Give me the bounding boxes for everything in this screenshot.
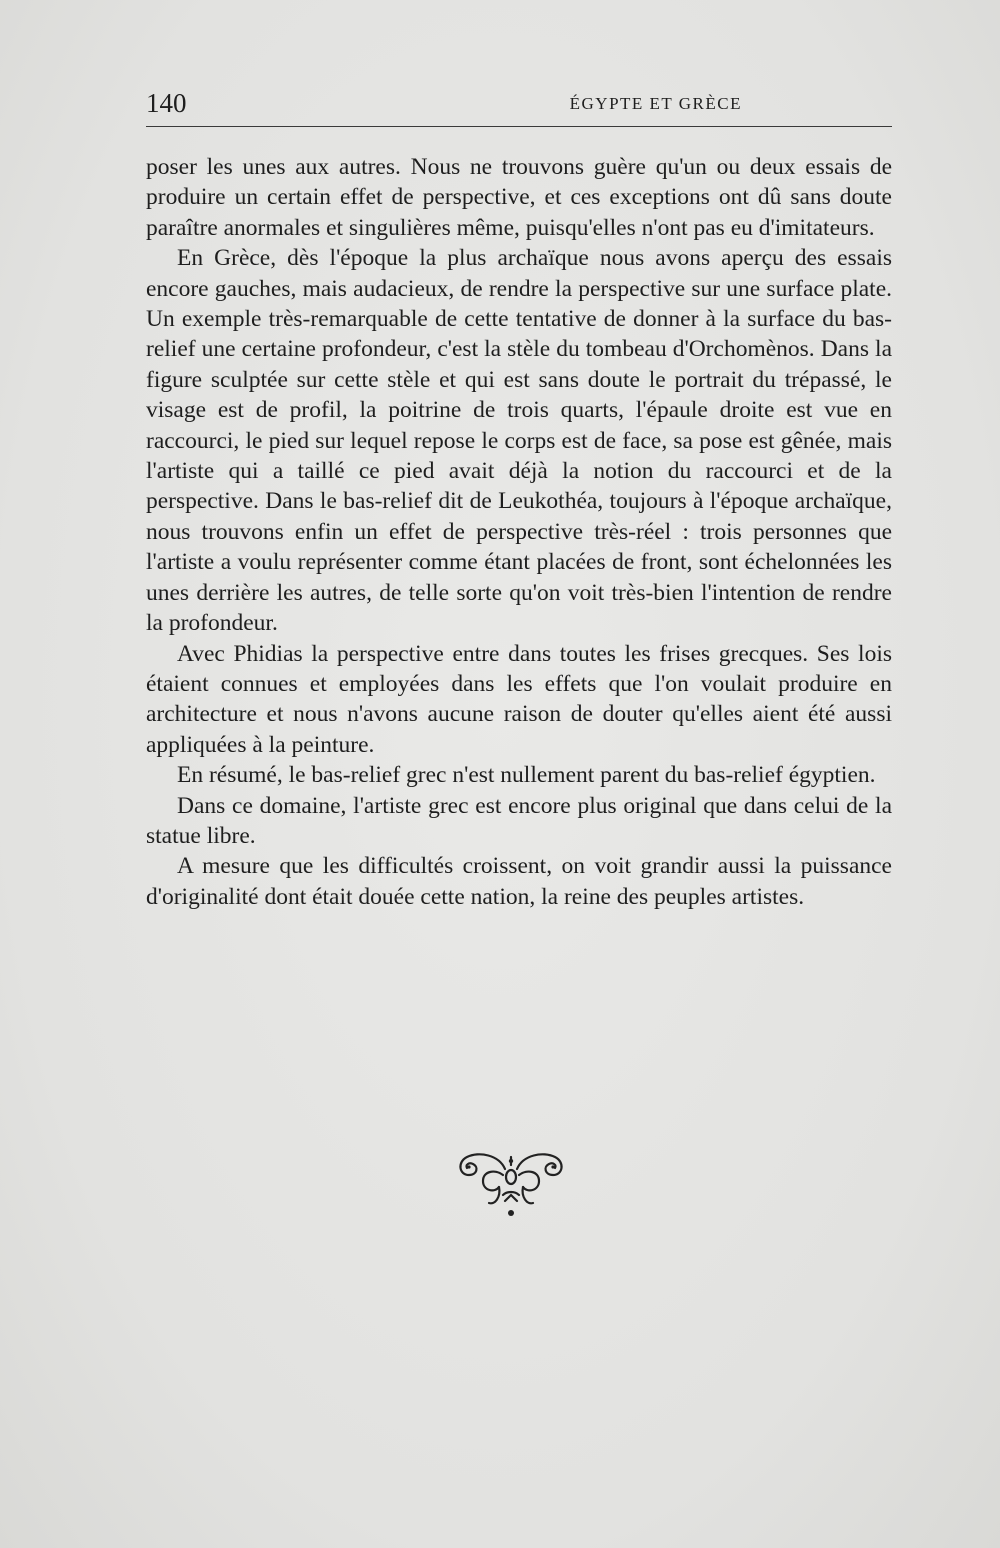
paragraph-4: En résumé, le bas-relief grec n'est nullement parent du bas-relief égyptien. — [177, 762, 876, 789]
body-text — [146, 152, 892, 912]
page-header — [146, 86, 892, 126]
header-rule — [146, 126, 892, 127]
page-number: 140 — [146, 88, 187, 118]
paragraph-6: A mesure que les difficultés croissent, on voit grandir aussi la puissance d'originalité dont était douée cette nation, la reine des peuples artistes. — [146, 853, 892, 910]
fleuron-ornament-icon — [455, 1145, 567, 1221]
paragraph-2: En Grèce, dès l'époque la plus archaïque nous avons aperçu des essais encore gauches, mais audacieux, de rendre la perspective sur une surface plate. Un exemple très-remarquable de cette tentative de donner à la surface du bas-relief une certaine profondeur, c'est la stèle du tombeau d'Orchomènos. Dans la figure sculptée sur cette stèle et qui est sans doute le portrait du trépassé, le visage est de profil, la poitrine de trois quarts, l'épaule droite est vue en raccourci, le pied sur lequel repose le corps est de face, sa pose est gênée, mais l'artiste qui a taillé ce pied avait déjà la notion du raccourci et de la perspective. Dans le bas-relief dit de Leukothéa, toujours à l'époque archaïque, nous trouvons enfin un effet de perspective très-réel : trois personnes que l'artiste a voulu représenter comme étant placées de front, sont échelonnées les unes derrière les autres, de telle sorte qu'on voit très-bien l'intention de rendre la profondeur. — [146, 245, 892, 637]
paragraph-3: Avec Phidias la perspective entre dans toutes les frises grecques. Ses lois étaient connues et employées dans les effets que l'on voulait produire en architecture et nous n'avons aucune raison de douter qu'elles aient été aussi appliquées à la peinture. — [146, 640, 892, 758]
paragraph-1: poser les unes aux autres. Nous ne trouvons guère qu'un ou deux essais de produire un certain effet de perspective, et ces exceptions ont dû sans doute paraître anormales et singulières même, puisqu'elles n'ont pas eu d'imitateurs. — [146, 154, 892, 241]
running-title: ÉGYPTE ET GRÈCE — [569, 94, 742, 113]
paragraph-5: Dans ce domaine, l'artiste grec est encore plus original que dans celui de la statue libre. — [146, 792, 892, 849]
